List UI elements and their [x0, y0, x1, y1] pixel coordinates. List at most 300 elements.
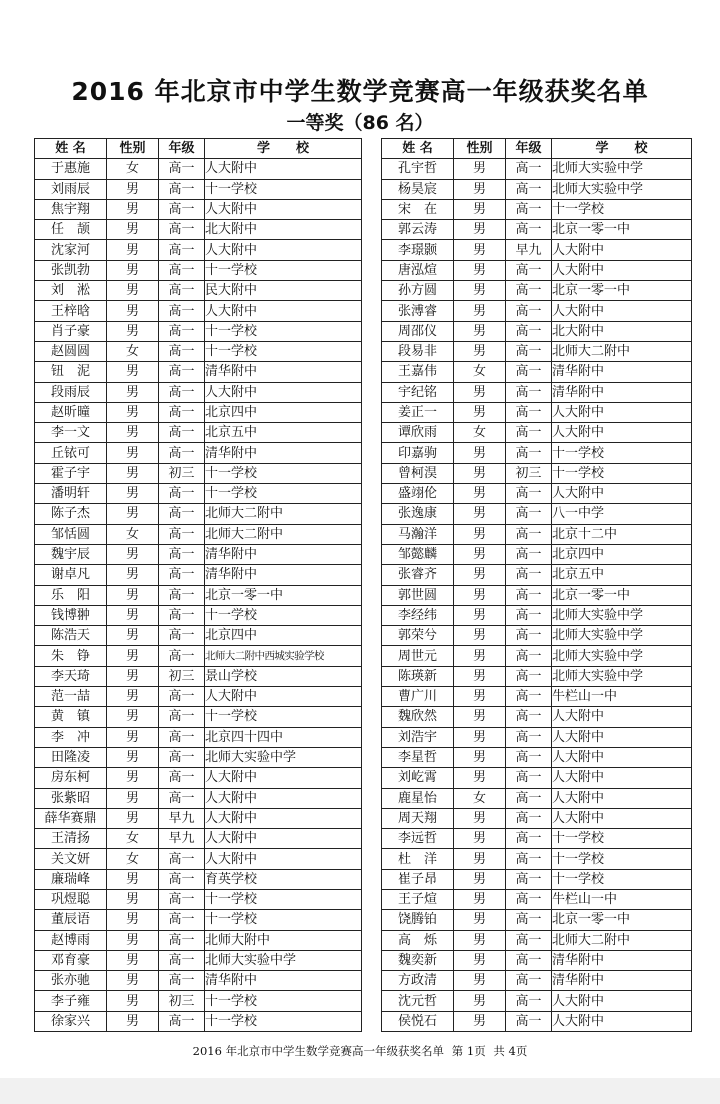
student-name: 王子煊 [382, 889, 454, 909]
student-gender: 男 [107, 220, 159, 240]
table-row [35, 402, 362, 422]
table-row [35, 260, 362, 280]
student-grade: 高一 [159, 199, 205, 219]
student-school: 北师大二附中 [552, 930, 692, 950]
student-gender: 男 [454, 626, 506, 646]
student-gender: 男 [454, 524, 506, 544]
student-name: 曹广川 [382, 687, 454, 707]
student-school: 人大附中 [552, 727, 692, 747]
student-grade: 高一 [159, 646, 205, 666]
student-name: 段易非 [382, 341, 454, 361]
student-grade: 高一 [506, 402, 552, 422]
student-gender: 女 [107, 849, 159, 869]
student-school: 人大附中 [205, 849, 362, 869]
student-school: 人大附中 [552, 747, 692, 767]
table-row [35, 849, 362, 869]
student-name: 唐泓煊 [382, 260, 454, 280]
table-row [35, 991, 362, 1011]
student-name: 田隆凌 [35, 747, 107, 767]
table-row [382, 991, 692, 1011]
student-gender: 男 [454, 463, 506, 483]
student-grade: 高一 [506, 565, 552, 585]
student-gender: 男 [454, 199, 506, 219]
table-row [382, 829, 692, 849]
student-name: 魏宇辰 [35, 544, 107, 564]
student-school: 景山学校 [205, 666, 362, 686]
student-gender: 男 [107, 605, 159, 625]
student-school: 北京四中 [205, 402, 362, 422]
student-grade: 高一 [506, 484, 552, 504]
footer-doc-title: 2016 年北京市中学生数学竞赛高一年级获奖名单 [192, 1044, 445, 1058]
table-row [35, 463, 362, 483]
student-gender: 男 [107, 544, 159, 564]
student-name: 杨昊宸 [382, 179, 454, 199]
student-gender: 男 [454, 849, 506, 869]
student-grade: 高一 [506, 889, 552, 909]
student-name: 王嘉伟 [382, 362, 454, 382]
student-gender: 男 [107, 565, 159, 585]
table-row [382, 443, 692, 463]
student-name: 李子雍 [35, 991, 107, 1011]
student-gender: 男 [107, 687, 159, 707]
student-school: 人大附中 [205, 199, 362, 219]
table-row [382, 626, 692, 646]
student-grade: 高一 [506, 301, 552, 321]
student-grade: 高一 [506, 524, 552, 544]
student-name: 谢卓凡 [35, 565, 107, 585]
student-gender: 男 [107, 463, 159, 483]
student-name: 薛华赛鼎 [35, 808, 107, 828]
table-row [382, 484, 692, 504]
student-school: 北京五中 [205, 423, 362, 443]
student-school: 北师大实验中学 [552, 646, 692, 666]
table-row [35, 240, 362, 260]
student-school: 十一学校 [205, 321, 362, 341]
student-grade: 高一 [506, 585, 552, 605]
student-school: 十一学校 [205, 179, 362, 199]
student-school: 十一学校 [205, 341, 362, 361]
student-grade: 高一 [506, 727, 552, 747]
student-school: 北京五中 [552, 565, 692, 585]
student-school: 人大附中 [552, 788, 692, 808]
student-grade: 初三 [506, 463, 552, 483]
student-name: 陈浩天 [35, 626, 107, 646]
table-row [35, 484, 362, 504]
student-gender: 男 [107, 727, 159, 747]
table-row [35, 788, 362, 808]
student-gender: 女 [107, 524, 159, 544]
table-row [382, 423, 692, 443]
student-grade: 高一 [159, 626, 205, 646]
student-name: 焦宇翔 [35, 199, 107, 219]
student-school: 十一学校 [205, 910, 362, 930]
student-grade: 高一 [506, 687, 552, 707]
student-grade: 初三 [159, 463, 205, 483]
student-grade: 高一 [159, 484, 205, 504]
student-gender: 男 [454, 565, 506, 585]
table-row [382, 301, 692, 321]
student-gender: 男 [107, 768, 159, 788]
student-gender: 男 [454, 971, 506, 991]
table-row [382, 321, 692, 341]
student-grade: 高一 [506, 504, 552, 524]
student-name: 丘铱可 [35, 443, 107, 463]
table-row [382, 930, 692, 950]
student-gender: 男 [454, 220, 506, 240]
table-row [35, 646, 362, 666]
student-school: 十一学校 [205, 260, 362, 280]
student-name: 李星哲 [382, 747, 454, 767]
student-grade: 高一 [159, 524, 205, 544]
student-school: 人大附中 [205, 768, 362, 788]
student-grade: 高一 [506, 910, 552, 930]
student-grade: 高一 [159, 869, 205, 889]
student-school: 十一学校 [552, 199, 692, 219]
student-grade: 高一 [506, 260, 552, 280]
table-row [35, 707, 362, 727]
table-row [35, 423, 362, 443]
student-school: 北师大实验中学 [552, 179, 692, 199]
student-gender: 男 [454, 646, 506, 666]
student-grade: 高一 [159, 362, 205, 382]
student-school: 北京四中 [205, 626, 362, 646]
table-row [382, 281, 692, 301]
table-row [382, 179, 692, 199]
student-grade: 高一 [159, 341, 205, 361]
student-grade: 高一 [159, 747, 205, 767]
student-gender: 男 [107, 199, 159, 219]
student-gender: 男 [107, 808, 159, 828]
student-name: 沈元哲 [382, 991, 454, 1011]
student-name: 李 冲 [35, 727, 107, 747]
table-row [382, 544, 692, 564]
student-name: 房东柯 [35, 768, 107, 788]
table-row [35, 910, 362, 930]
student-school: 人大附中 [205, 829, 362, 849]
student-grade: 高一 [159, 281, 205, 301]
student-name: 张溥睿 [382, 301, 454, 321]
table-row [382, 788, 692, 808]
student-school: 十一学校 [552, 849, 692, 869]
student-gender: 男 [454, 869, 506, 889]
student-grade: 高一 [506, 849, 552, 869]
student-name: 邹恬圆 [35, 524, 107, 544]
student-gender: 男 [454, 443, 506, 463]
student-school: 育英学校 [205, 869, 362, 889]
student-grade: 高一 [506, 159, 552, 179]
student-grade: 高一 [159, 443, 205, 463]
student-grade: 高一 [159, 301, 205, 321]
student-name: 魏欣然 [382, 707, 454, 727]
student-school: 清华附中 [552, 382, 692, 402]
student-gender: 女 [107, 829, 159, 849]
table-row [382, 687, 692, 707]
student-name: 曾柯淏 [382, 463, 454, 483]
student-grade: 高一 [506, 382, 552, 402]
student-grade: 高一 [506, 443, 552, 463]
page-bottom-margin [0, 1078, 720, 1104]
student-school: 十一学校 [205, 1011, 362, 1031]
student-school: 人大附中 [552, 991, 692, 1011]
student-name: 魏奕新 [382, 950, 454, 970]
student-gender: 女 [454, 423, 506, 443]
student-grade: 高一 [506, 544, 552, 564]
table-row [382, 260, 692, 280]
student-school: 八一中学 [552, 504, 692, 524]
student-gender: 男 [107, 504, 159, 524]
student-grade: 高一 [159, 950, 205, 970]
table-row [35, 747, 362, 767]
student-name: 关文妍 [35, 849, 107, 869]
table-row [35, 321, 362, 341]
student-gender: 男 [454, 605, 506, 625]
student-school: 清华附中 [205, 544, 362, 564]
student-grade: 早九 [159, 829, 205, 849]
student-name: 邓育豪 [35, 950, 107, 970]
table-row [382, 808, 692, 828]
student-grade: 高一 [159, 382, 205, 402]
student-name: 赵昕曈 [35, 402, 107, 422]
student-school: 人大附中 [552, 707, 692, 727]
table-row [382, 565, 692, 585]
student-gender: 女 [454, 788, 506, 808]
student-school: 人大附中 [552, 768, 692, 788]
student-grade: 高一 [506, 869, 552, 889]
student-grade: 高一 [506, 829, 552, 849]
table-row [35, 666, 362, 686]
student-gender: 男 [107, 585, 159, 605]
table-row [382, 341, 692, 361]
table-row [35, 687, 362, 707]
student-gender: 男 [454, 991, 506, 1011]
student-grade: 高一 [506, 1011, 552, 1031]
student-gender: 男 [107, 260, 159, 280]
student-gender: 男 [107, 402, 159, 422]
student-name: 宇纪铭 [382, 382, 454, 402]
student-name: 董辰语 [35, 910, 107, 930]
table-row [35, 605, 362, 625]
student-name: 张紫昭 [35, 788, 107, 808]
table-row [382, 747, 692, 767]
table-row [382, 910, 692, 930]
student-school: 清华附中 [205, 362, 362, 382]
student-gender: 男 [454, 544, 506, 564]
student-grade: 高一 [506, 281, 552, 301]
student-grade: 高一 [506, 991, 552, 1011]
student-name: 饶腾铂 [382, 910, 454, 930]
student-school: 十一学校 [552, 869, 692, 889]
student-gender: 男 [454, 889, 506, 909]
table-row [382, 646, 692, 666]
student-grade: 高一 [159, 889, 205, 909]
student-name: 方政清 [382, 971, 454, 991]
student-name: 马瀚洋 [382, 524, 454, 544]
student-name: 陈瑛新 [382, 666, 454, 686]
table-row [382, 707, 692, 727]
student-gender: 男 [107, 747, 159, 767]
table-row [382, 402, 692, 422]
student-gender: 男 [107, 281, 159, 301]
header-name: 姓 名 [382, 139, 454, 159]
winners-table-right [381, 138, 692, 1032]
student-name: 廉瑞峰 [35, 869, 107, 889]
student-grade: 高一 [506, 747, 552, 767]
student-school: 北京一零一中 [552, 910, 692, 930]
table-row [35, 869, 362, 889]
student-name: 郭荣兮 [382, 626, 454, 646]
student-name: 赵圆圆 [35, 341, 107, 361]
student-name: 李璟颢 [382, 240, 454, 260]
student-school: 人大附中 [552, 808, 692, 828]
student-school: 人大附中 [205, 240, 362, 260]
student-name: 侯悦石 [382, 1011, 454, 1031]
student-name: 刘 淞 [35, 281, 107, 301]
student-grade: 早九 [506, 240, 552, 260]
student-gender: 男 [454, 585, 506, 605]
table-row [382, 666, 692, 686]
table-row [382, 768, 692, 788]
student-grade: 高一 [506, 808, 552, 828]
student-grade: 高一 [159, 930, 205, 950]
table-header-row [35, 139, 362, 159]
student-school: 北师大实验中学 [552, 605, 692, 625]
table-row [382, 463, 692, 483]
student-gender: 男 [107, 626, 159, 646]
student-gender: 男 [454, 829, 506, 849]
header-gender: 性别 [107, 139, 159, 159]
student-school: 北京十二中 [552, 524, 692, 544]
student-name: 任 颉 [35, 220, 107, 240]
table-row [35, 626, 362, 646]
student-gender: 男 [107, 301, 159, 321]
student-school: 人大附中 [552, 301, 692, 321]
student-name: 徐家兴 [35, 1011, 107, 1031]
table-row [35, 565, 362, 585]
student-grade: 高一 [506, 362, 552, 382]
student-grade: 高一 [159, 179, 205, 199]
student-gender: 女 [107, 159, 159, 179]
table-row [382, 889, 692, 909]
student-gender: 男 [454, 321, 506, 341]
student-grade: 高一 [159, 687, 205, 707]
student-grade: 高一 [159, 727, 205, 747]
student-name: 李天琦 [35, 666, 107, 686]
student-grade: 高一 [159, 240, 205, 260]
student-grade: 初三 [159, 666, 205, 686]
student-gender: 男 [454, 930, 506, 950]
student-school: 人大附中 [205, 382, 362, 402]
student-gender: 男 [107, 321, 159, 341]
student-name: 段雨辰 [35, 382, 107, 402]
student-grade: 高一 [159, 1011, 205, 1031]
table-row [35, 971, 362, 991]
student-school: 人大附中 [205, 788, 362, 808]
student-grade: 高一 [159, 788, 205, 808]
student-grade: 高一 [159, 910, 205, 930]
student-name: 鹿星怡 [382, 788, 454, 808]
student-grade: 高一 [159, 544, 205, 564]
student-school: 十一学校 [205, 707, 362, 727]
student-school: 北师大附中 [205, 930, 362, 950]
student-school: 十一学校 [205, 605, 362, 625]
student-name: 张逸康 [382, 504, 454, 524]
student-school: 北师大二附中 [205, 504, 362, 524]
student-grade: 高一 [506, 930, 552, 950]
student-name: 王梓晗 [35, 301, 107, 321]
student-school: 十一学校 [205, 991, 362, 1011]
student-name: 郭世圆 [382, 585, 454, 605]
student-gender: 男 [107, 971, 159, 991]
table-row [35, 362, 362, 382]
student-name: 陈子杰 [35, 504, 107, 524]
student-gender: 男 [454, 1011, 506, 1031]
table-row [382, 362, 692, 382]
student-school: 人大附中 [205, 687, 362, 707]
table-row [35, 382, 362, 402]
student-grade: 高一 [159, 971, 205, 991]
student-name: 孔宇哲 [382, 159, 454, 179]
student-name: 赵博雨 [35, 930, 107, 950]
table-row [35, 727, 362, 747]
student-name: 周邵仪 [382, 321, 454, 341]
student-name: 黄 镇 [35, 707, 107, 727]
student-name: 肖子豪 [35, 321, 107, 341]
student-gender: 男 [454, 950, 506, 970]
student-name: 潘明轩 [35, 484, 107, 504]
student-name: 张凯勃 [35, 260, 107, 280]
student-name: 刘屹霄 [382, 768, 454, 788]
student-school: 人大附中 [552, 260, 692, 280]
student-school: 清华附中 [205, 565, 362, 585]
student-gender: 男 [454, 727, 506, 747]
student-gender: 男 [454, 402, 506, 422]
header-grade: 年级 [159, 139, 205, 159]
table-row [35, 768, 362, 788]
student-name: 郭云涛 [382, 220, 454, 240]
student-gender: 男 [454, 504, 506, 524]
student-gender: 女 [454, 362, 506, 382]
table-row [35, 504, 362, 524]
student-gender: 男 [107, 443, 159, 463]
student-grade: 高一 [159, 565, 205, 585]
student-gender: 男 [454, 747, 506, 767]
student-name: 崔子昂 [382, 869, 454, 889]
student-name: 刘浩宇 [382, 727, 454, 747]
student-school: 人大附中 [552, 423, 692, 443]
student-gender: 男 [454, 808, 506, 828]
student-school: 北京一零一中 [552, 220, 692, 240]
table-row [35, 889, 362, 909]
student-school: 清华附中 [552, 971, 692, 991]
table-row [35, 585, 362, 605]
student-school: 清华附中 [205, 971, 362, 991]
student-gender: 男 [107, 707, 159, 727]
student-school: 人大附中 [552, 1011, 692, 1031]
student-name: 范一喆 [35, 687, 107, 707]
table-row [382, 159, 692, 179]
student-school: 北京一零一中 [205, 585, 362, 605]
student-school: 十一学校 [205, 463, 362, 483]
student-name: 宋 在 [382, 199, 454, 219]
student-name: 刘雨辰 [35, 179, 107, 199]
student-gender: 男 [454, 910, 506, 930]
table-row [382, 727, 692, 747]
student-name: 孙方圆 [382, 281, 454, 301]
student-gender: 男 [107, 889, 159, 909]
student-name: 杜 洋 [382, 849, 454, 869]
student-school: 人大附中 [552, 240, 692, 260]
student-gender: 男 [454, 666, 506, 686]
